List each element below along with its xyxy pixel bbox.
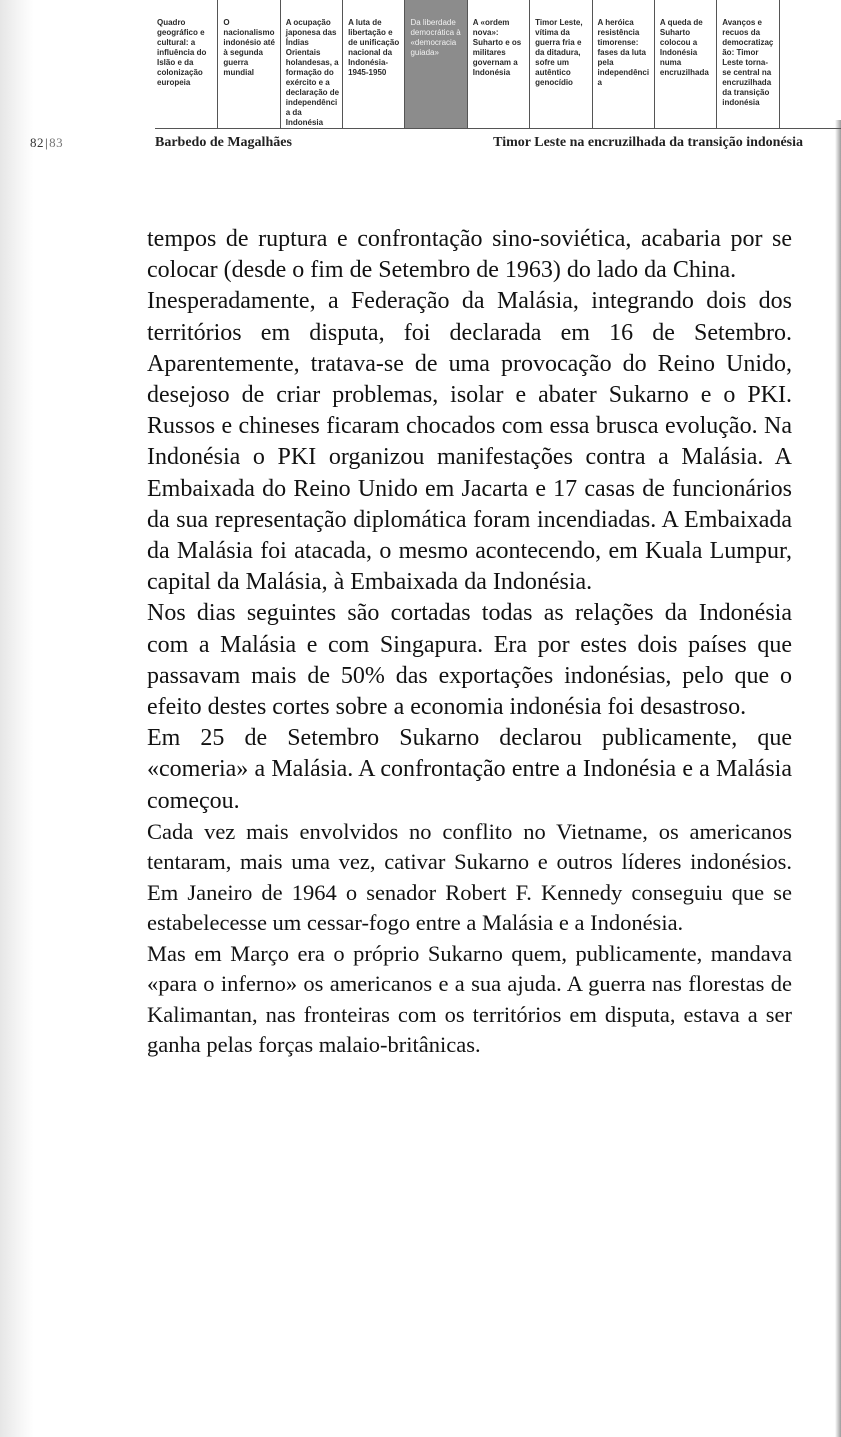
chapter-tab-11 bbox=[779, 0, 841, 128]
chapter-tab-1: Quadro geográfico e cultural: a influência do Islão e da colonização europeia bbox=[157, 18, 207, 87]
chapter-tab-10: Avanços e recuos da democratização: Timor Leste torna-se central na encruzilhada da transição indonésia bbox=[716, 0, 778, 128]
chapter-tab-4: A luta de libertação e de unificação nacional da Indonésia-1945-1950 bbox=[342, 0, 404, 128]
chapter-tab-8: A heróica resistência timorense: fases da luta pela independência bbox=[592, 0, 654, 128]
paragraph-4: Em 25 de Setembro Sukarno declarou publicamente, que «comeria» a Malásia. A confrontação entre a Indonésia e a Malásia começou. bbox=[147, 725, 792, 814]
chapter-tab-5-current: Da liberdade democrática à «democracia guiada» bbox=[404, 0, 466, 128]
scan-shadow-left bbox=[0, 0, 34, 1437]
running-header-author: Barbedo de Magalhães bbox=[155, 135, 292, 150]
chapter-tab-9: A queda de Suharto colocou a Indonésia numa encruzilhada bbox=[654, 0, 716, 128]
paragraph-2: Inesperadamente, a Federação da Malásia, integrando dois dos territórios em disputa, foi declarada em 16 de Setembro. Aparentemente, tratava-se de uma provocação do Reino Unido, desejoso de criar problemas, isolar e abater Sukarno e o PKI. Russos e chineses ficaram chocados com essa brusca evolução. Na Indonésia o PKI organizou manifestações contra a Malásia. A Embaixada do Reino Unido em Jacarta e 17 casas de funcionários da sua representação diplomática foram incendiadas. A Embaixada da Malásia foi atacada, o mesmo acontecendo, em Kuala Lumpur, capital da Malásia, à Embaixada da Indonésia. bbox=[147, 288, 792, 596]
paragraph-6: Mas em Março era o próprio Sukarno quem, publicamente, mandava «para o inferno» os americanos e a sua ajuda. A guerra nas florestas de Kalimantan, nas fronteiras com os territórios em disputa, estava a ser ganha pelas forças malaio-britânicas. bbox=[147, 940, 792, 1058]
chapter-tab-2: O nacionalismo indonésio até à segunda guerra mundial bbox=[217, 0, 279, 128]
scan-shadow-right bbox=[835, 120, 841, 1437]
page-numbers bbox=[30, 135, 63, 151]
paragraph-1: tempos de ruptura e confrontação sino-soviética, acabaria por se colocar (desde o fim de Setembro de 1963) do lado da China. bbox=[147, 226, 792, 284]
page-number-separator: | bbox=[45, 135, 49, 150]
chapter-navigation-strip bbox=[155, 0, 841, 129]
chapter-tab-6: A «ordem nova»: Suharto e os militares governam a Indonésia bbox=[467, 0, 529, 128]
paragraph-3: Nos dias seguintes são cortadas todas as relações da Indonésia com a Malásia e com Singapura. Era por estes dois países que passavam mais de 50% das exportações indonésias, pelo que o efeito destes cortes sobre a economia indonésia foi desastroso. bbox=[147, 600, 792, 721]
body-text bbox=[147, 224, 792, 1061]
page-number-right: 83 bbox=[49, 135, 64, 150]
paragraph-5: Cada vez mais envolvidos no conflito no Vietname, os americanos tentaram, mais uma vez, cativar Sukarno e outros líderes indonésios. Em Janeiro de 1964 o senador Robert F. Kennedy conseguiu que se estabelecesse um cessar-fogo entre a Malásia e a Indonésia. bbox=[147, 818, 792, 936]
running-header-title: Timor Leste na encruzilhada da transição indonésia bbox=[493, 135, 803, 150]
chapter-tab-3: A ocupação japonesa das Índias Orientais holandesas, a formação do exército e a declaração de independência da Indonésia bbox=[280, 0, 342, 128]
page-number-left: 82 bbox=[30, 135, 44, 150]
chapter-tab-7: Timor Leste, vítima da guerra fria e da ditadura, sofre um autêntico genocídio bbox=[529, 0, 591, 128]
